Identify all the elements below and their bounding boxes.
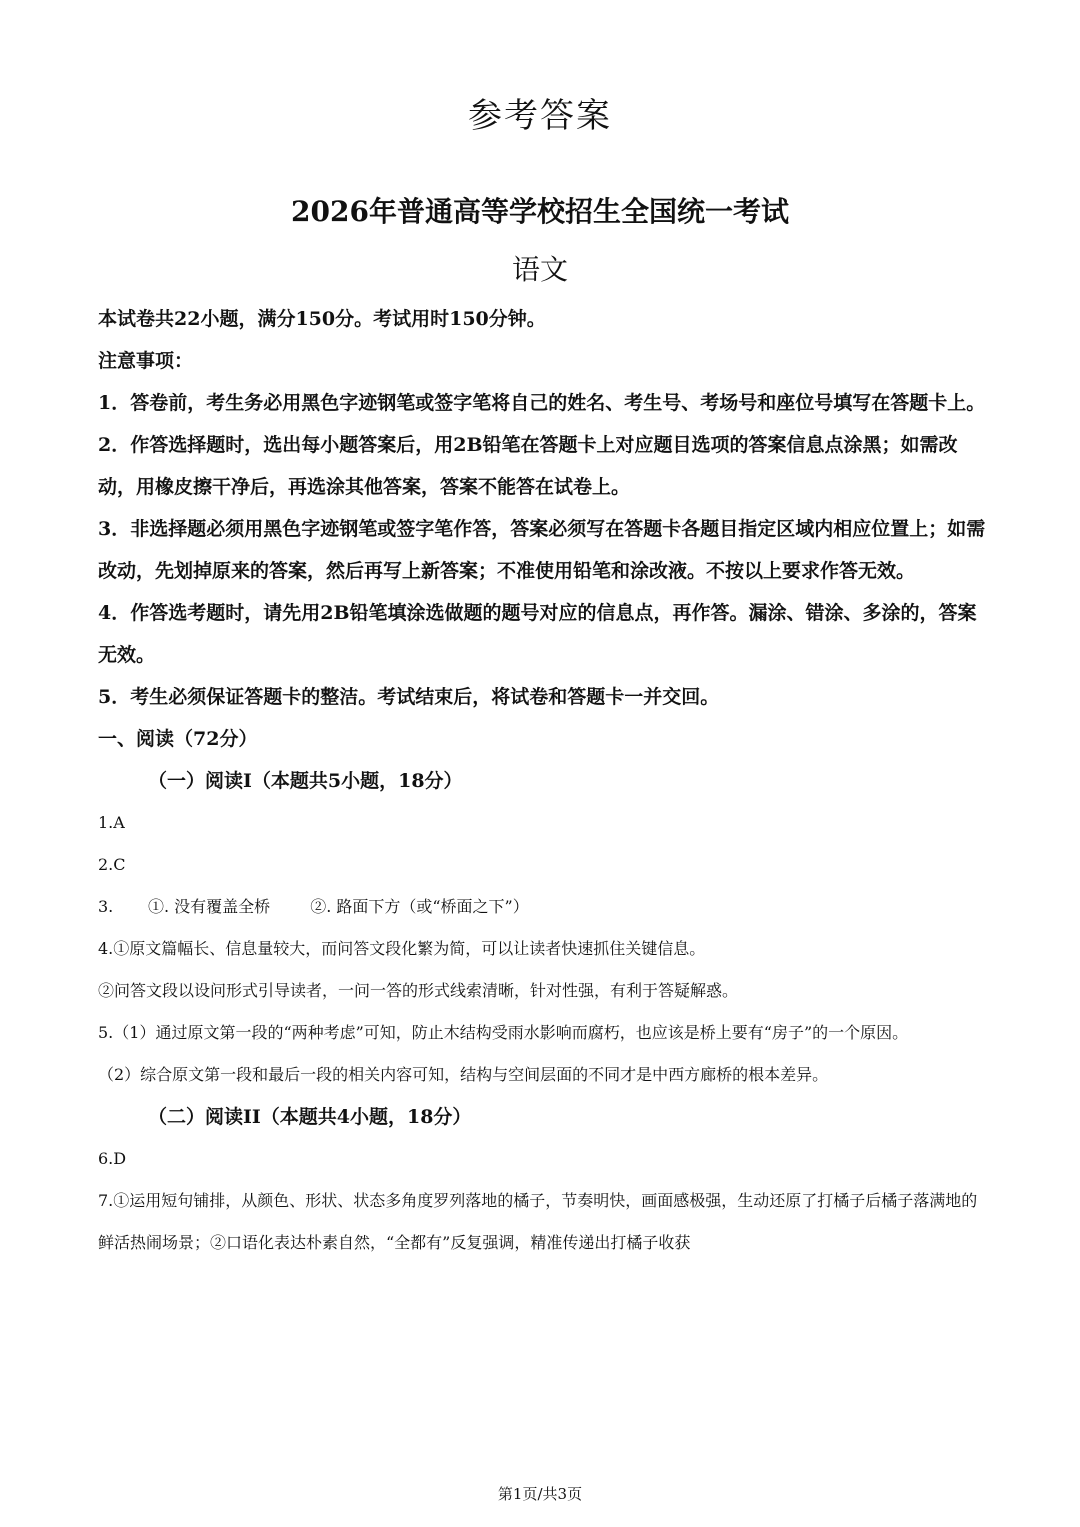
document-body <box>98 298 988 1264</box>
answer-4-point-1: 4.①原文篇幅长、信息量较大，而问答文段化繁为简，可以让读者快速抓住关键信息。 <box>98 939 706 958</box>
answer-7: 7.①运用短句铺排，从颜色、形状、状态多角度罗列落地的橘子，节奏明快，画面感极强，生动还原了打橘子后橘子落满地的鲜活热闹场景；②口语化表达朴素自然，“全都有”反复强调，精准传递出打橘子收获 <box>98 1191 978 1252</box>
answer-3-number: 3. <box>98 897 114 916</box>
exam-subject: 语文 <box>511 253 568 286</box>
answer-3-point-2: ②. 路面下方（或“桥面之下”） <box>310 897 529 916</box>
page-number: 第1页/共3页 <box>497 1485 583 1503</box>
answer-5-point-2: （2）综合原文第一段和最后一段的相关内容可知，结构与空间层面的不同才是中西方廊桥的根本差异。 <box>98 1065 829 1084</box>
answer-2: 2.C <box>98 855 126 874</box>
answer-6: 6.D <box>98 1149 127 1168</box>
notice-item: 5．考生必须保证答题卡的整洁。考试结束后，将试卷和答题卡一并交回。 <box>98 686 720 708</box>
exam-intro: 本试卷共22小题，满分150分。考试用时150分钟。 <box>98 308 546 330</box>
part-heading: （二）阅读II（本题共4小题，18分） <box>148 1106 472 1128</box>
answer-3-point-1: ①. 没有覆盖全桥 <box>148 897 271 916</box>
part-heading: （一）阅读I（本题共5小题，18分） <box>148 770 463 792</box>
notice-item: 3．非选择题必须用黑色字迹钢笔或签字笔作答，答案必须写在答题卡各题目指定区域内相应位置上；如需改动，先划掉原来的答案，然后再写上新答案；不准使用铅笔和涂改液。不按以上要求作答无效。 <box>98 518 986 582</box>
page-title: 参考答案 <box>468 96 612 136</box>
answer-5-point-1: 5.（1）通过原文第一段的“两种考虑”可知，防止木结构受雨水影响而腐朽，也应该是桥上要有“房子”的一个原因。 <box>98 1023 909 1042</box>
answer-4-point-2: ②问答文段以设问形式引导读者，一问一答的形式线索清晰，针对性强，有利于答疑解惑。 <box>98 981 739 1000</box>
notice-item: 4．作答选考题时，请先用2B铅笔填涂选做题的题号对应的信息点，再作答。漏涂、错涂、多涂的，答案无效。 <box>98 602 977 666</box>
answer-3 <box>98 886 988 928</box>
notice-title: 注意事项： <box>98 350 194 372</box>
notice-item: 2．作答选择题时，选出每小题答案后，用2B铅笔在答题卡上对应题目选项的答案信息点涂黑；如需改动，用橡皮擦干净后，再选涂其他答案，答案不能答在试卷上。 <box>98 434 958 498</box>
exam-title: 2026年普通高等学校招生全国统一考试 <box>291 195 789 228</box>
section-heading: 一、阅读（72分） <box>98 728 258 750</box>
answer-1: 1.A <box>98 813 125 832</box>
notice-item: 1．答卷前，考生务必用黑色字迹钢笔或签字笔将自己的姓名、考生号、考场号和座位号填写在答题卡上。 <box>98 392 986 414</box>
